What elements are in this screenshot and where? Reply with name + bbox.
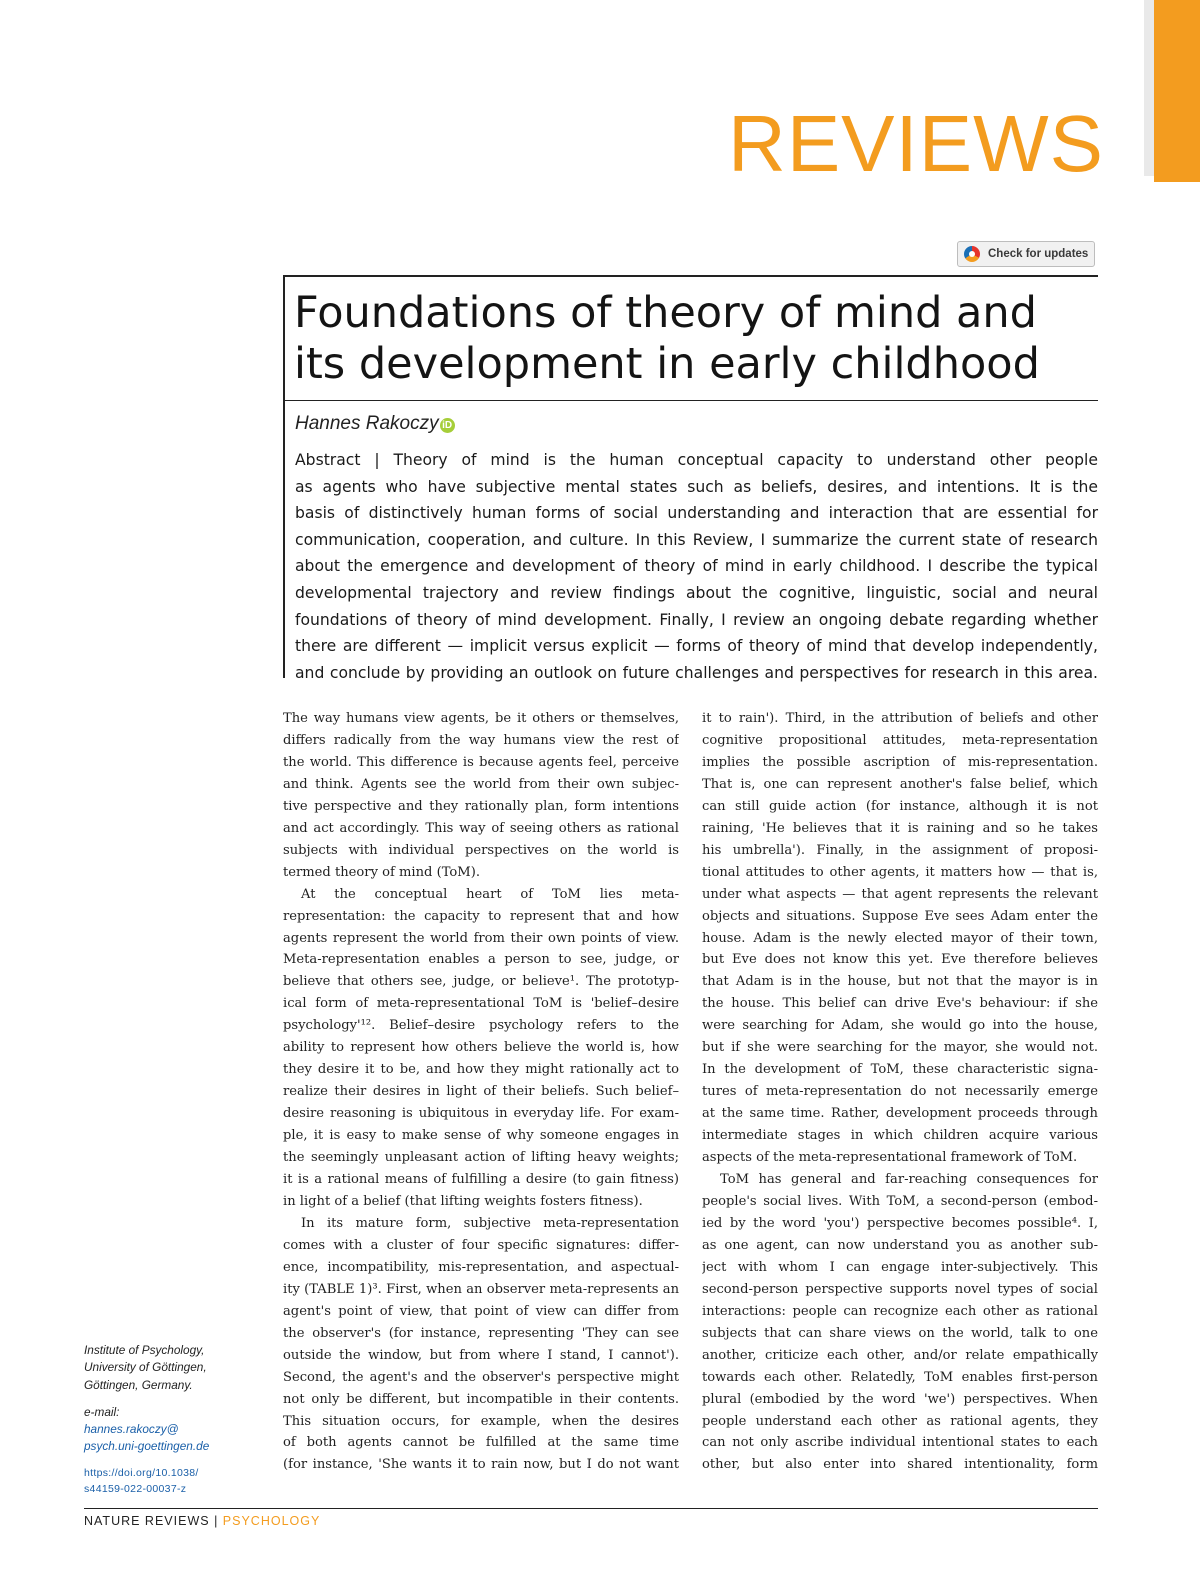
body-text-line: the house. This belief can drive Eve's behaviour: if she	[702, 996, 1098, 1012]
running-footer	[84, 1514, 320, 1528]
body-text-line: as one agent, can now understand you as another sub-	[702, 1237, 1098, 1253]
check-for-updates-button[interactable]	[957, 241, 1095, 267]
abstract-line: Abstract | Theory of mind is the human conceptual capacity to understand other people	[295, 451, 1098, 469]
footer-separator: |	[209, 1514, 223, 1528]
body-text-line: ied by the word 'you') perspective becomes possible⁴. I,	[702, 1215, 1098, 1231]
body-text-line: This situation occurs, for example, when the desires	[283, 1413, 679, 1429]
author-affiliation-sidebar	[84, 1342, 264, 1497]
body-text-line: ject with whom I can engage inter-subjectively. This	[702, 1259, 1098, 1275]
footer-journal-subject: PSYCHOLOGY	[222, 1514, 321, 1528]
body-text-line: his umbrella'). Finally, in the assignment of proposi-	[702, 842, 1098, 858]
abstract-line: and conclude by providing an outlook on future challenges and perspectives for research in this area.	[295, 663, 1098, 682]
body-text-line: At the conceptual heart of ToM lies meta-	[301, 886, 679, 902]
abstract-line: foundations of theory of mind development. Finally, I review an ongoing debate regarding whether	[295, 610, 1098, 629]
body-text-line: the seemingly unpleasant action of lifting heavy weights;	[283, 1150, 679, 1166]
abstract-line: communication, cooperation, and culture. In this Review, I summarize the current state of research	[295, 530, 1098, 549]
body-text-line: In the development of ToM, these characteristic signa-	[702, 1062, 1098, 1078]
body-text-line: and act accordingly. This way of seeing others as rational	[283, 820, 679, 836]
body-text-line: second-person perspective supports novel types of social	[702, 1281, 1098, 1297]
body-text-line: the observer's (for instance, representing 'They can see	[283, 1325, 679, 1341]
body-text-line: ity (TABLE 1)³. First, when an observer meta-represents an	[283, 1281, 679, 1297]
body-text-line: ence, incompatibility, mis-representation, and aspectual-	[283, 1259, 679, 1275]
abstract-line: developmental trajectory and review findings about the cognitive, linguistic, social and neural	[295, 583, 1098, 602]
body-text-line: implies the possible ascription of mis-representation.	[702, 754, 1098, 770]
body-text-line: that Adam is in the house, but not that the mayor is in	[702, 974, 1098, 990]
section-tab-shadow	[1144, 0, 1154, 176]
body-text-line: towards each other. Relatedly, ToM enables first-person	[702, 1369, 1098, 1385]
body-text-line: and think. Agents see the world from their own subjec-	[283, 776, 679, 792]
body-text-line: they desire it to be, and how they might rationally act to	[283, 1062, 679, 1078]
body-text-line: the world. This difference is because agents feel, perceive	[283, 754, 679, 770]
body-text-line: another, criticize each other, and/or relate empathically	[702, 1347, 1098, 1363]
body-text-line: under what aspects — that agent represents the relevant	[702, 886, 1098, 902]
body-text-line: people understand each other as rational agents, they	[702, 1413, 1098, 1429]
title-rule-top	[283, 275, 1098, 277]
body-text-line: it is a rational means of fulfilling a desire (to gain fitness)	[283, 1172, 679, 1188]
body-text-line: interactions: people can recognize each other as rational	[702, 1303, 1098, 1319]
body-text-line: not only be different, but incompatible in their contents.	[283, 1391, 679, 1407]
section-label: REVIEWS	[728, 99, 1104, 188]
email-line: psych.uni-goettingen.de	[84, 1439, 210, 1454]
body-text-line: realize their desires in light of their beliefs. Such belief–	[283, 1084, 679, 1100]
body-text-line: people's social lives. With ToM, a second-person (embod-	[702, 1193, 1098, 1209]
body-text-line: tional attitudes to other agents, it matters how — that is,	[702, 864, 1098, 880]
body-text-line: termed theory of mind (ToM).	[283, 864, 480, 880]
body-text-line: That is, one can represent another's false belief, which	[702, 776, 1098, 792]
body-text-line: can still guide action (for instance, although it is not	[702, 798, 1098, 814]
body-text-line: can not only ascribe individual intentional states to each	[702, 1435, 1098, 1451]
footer-journal: NATURE REVIEWS	[84, 1514, 210, 1528]
body-text-line: ToM has general and far-reaching consequences for	[720, 1172, 1098, 1188]
body-text-line: subjects with individual perspectives on the world is	[283, 842, 679, 858]
body-text-line: believe that others see, judge, or believe¹. The prototyp-	[283, 974, 679, 990]
body-text-line: psychology'¹². Belief–desire psychology refers to the	[283, 1018, 679, 1034]
body-text-line: ple, it is easy to make sense of why someone engages in	[283, 1128, 679, 1144]
body-text-line: agent's point of view, that point of view can differ from	[283, 1303, 679, 1319]
body-text-line: objects and situations. Suppose Eve sees Adam enter the	[702, 908, 1098, 924]
body-text-line: aspects of the meta-representational framework of ToM.	[702, 1150, 1078, 1166]
body-text-line: subjects that can share views on the world, talk to one	[702, 1325, 1098, 1341]
doi-line: s44159-022-00037-z	[84, 1482, 187, 1495]
section-tab	[1154, 0, 1200, 182]
body-text-line: were searching for Adam, she would go into the house,	[702, 1018, 1098, 1034]
check-for-updates-label: Check for updates	[988, 248, 1089, 260]
body-text-line: The way humans view agents, be it others or themselves,	[283, 711, 679, 726]
body-text-line: intermediate stages in which children acquire various	[702, 1128, 1098, 1144]
body-text-line: tive perspective and they rationally plan, form intentions	[283, 798, 679, 814]
abstract-line: about the emergence and development of theory of mind in early childhood. I describe the typical	[295, 557, 1098, 576]
title-rule-left	[283, 275, 285, 678]
body-text-line: ability to represent how others believe the world is, how	[283, 1040, 679, 1056]
email-label: e-mail:	[84, 1404, 120, 1419]
affiliation-line: Institute of Psychology,	[84, 1343, 205, 1357]
body-text-line: agents represent the world from their own points of view.	[283, 930, 679, 946]
footer-rule	[84, 1508, 1098, 1509]
body-text-line: cognitive propositional attitudes, meta-representation	[702, 732, 1098, 748]
body-text-line: Second, the agent's and the observer's perspective might	[283, 1369, 679, 1385]
body-column-left	[283, 708, 679, 1476]
body-text-line: other, but also enter into shared intentionality, form	[702, 1457, 1098, 1473]
body-text-line: raining, 'He believes that it is raining and so he takes	[702, 820, 1098, 836]
body-text-line: differs radically from the way humans view the rest of	[283, 732, 679, 748]
body-column-right	[702, 708, 1098, 1476]
abstract	[295, 447, 1098, 686]
body-text-line: ical form of meta-representational ToM is 'belief–desire	[283, 996, 679, 1012]
email-line: hannes.rakoczy@	[84, 1422, 179, 1437]
orcid-icon[interactable]: iD	[440, 418, 455, 433]
abstract-line: basis of distinctively human forms of social understanding and interaction that are essential for	[295, 504, 1098, 523]
affiliation-line: Göttingen, Germany.	[84, 1377, 193, 1392]
body-text-line: Meta-representation enables a person to see, judge, or	[283, 952, 679, 968]
body-text-line: of both agents cannot be fulfilled at the same time	[283, 1435, 679, 1451]
affiliation-line: University of Göttingen,	[84, 1360, 207, 1375]
body-text-line: desire reasoning is ubiquitous in everyday life. For exam-	[283, 1106, 679, 1122]
abstract-line: as agents who have subjective mental states such as beliefs, desires, and intentions. It is the	[295, 477, 1098, 496]
body-text-line: at the same time. Rather, development proceeds through	[702, 1106, 1098, 1122]
body-text-line: house. Adam is the newly elected mayor of their town,	[702, 930, 1098, 946]
doi-line: https://doi.org/10.1038/	[84, 1466, 199, 1479]
article-title: Foundations of theory of mind and its development in early childhood	[294, 288, 1040, 389]
body-text-line: but Eve does not know this yet. Eve therefore believes	[702, 952, 1098, 968]
body-text-line: (for instance, 'She wants it to rain now, but I do not want	[283, 1457, 679, 1473]
body-text-line: outside the window, but from where I stand, I cannot').	[283, 1347, 679, 1363]
body-text-line: but if she were searching for the mayor, she would not.	[702, 1040, 1098, 1056]
body-text-line: representation: the capacity to represent that and how	[283, 908, 679, 924]
affiliation	[84, 1342, 264, 1394]
body-text-line: plural (embodied by the word 'we') perspectives. When	[702, 1391, 1098, 1407]
body-text-line: tures of meta-representation do not necessarily emerge	[702, 1084, 1098, 1100]
author-name[interactable]: Hannes Rakoczy	[295, 413, 439, 434]
abstract-line: there are different — implicit versus explicit — forms of theory of mind that develop independently,	[295, 637, 1098, 656]
email-link[interactable]	[84, 1421, 264, 1456]
body-text-line: in light of a belief (that lifting weights fosters fitness).	[283, 1193, 643, 1209]
body-text-line: comes with a cluster of four specific signatures: differ-	[283, 1237, 679, 1253]
email-block	[84, 1404, 264, 1456]
title-rule-bottom	[283, 400, 1098, 401]
body-text-line: In its mature form, subjective meta-representation	[301, 1215, 679, 1231]
crossmark-icon	[964, 246, 980, 262]
doi-link[interactable]	[84, 1465, 264, 1497]
body-text-line: it to rain'). Third, in the attribution of beliefs and other	[702, 711, 1098, 726]
author-line	[295, 413, 455, 435]
